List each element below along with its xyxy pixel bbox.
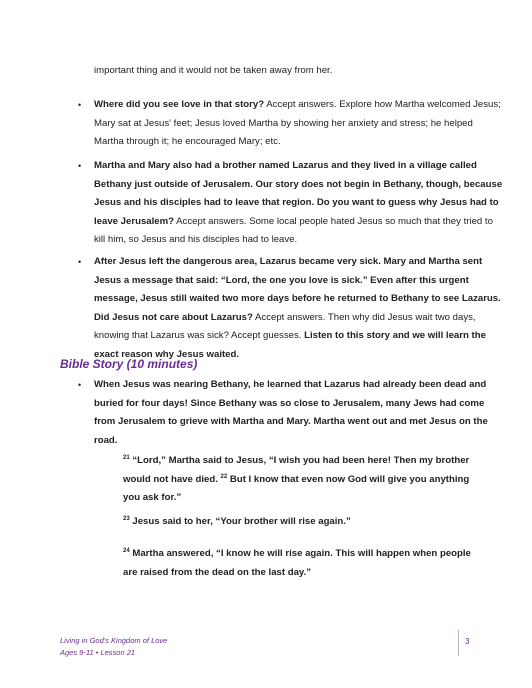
bullet-text: Accept answers. Then why did Jesus wait two days, knowing that Lazarus was sick? xyxy=(94,311,476,341)
verse-text: Jesus said to her, “Your brother will rise again.” xyxy=(129,516,351,527)
verse-number: 21 xyxy=(123,455,130,461)
bullet-bold-text: Listen to this story and we will learn the exact reason why Jesus waited. xyxy=(94,330,486,360)
verse-text: Martha answered, “I know he will rise again. This will happen when people are raised from the dead on the last day.” xyxy=(123,548,471,578)
footer-subtitle: Ages 9-11 • Lesson 21 xyxy=(60,648,136,657)
footer-divider xyxy=(458,630,459,656)
bullet-bold-text: Where did you see love in that story? xyxy=(94,99,265,110)
bullet-text: Accept answers. Some local people hated Jesus so much that they tried to kill him, so Jesus and his disciples had to leave. xyxy=(94,215,493,245)
bullet-marker: • xyxy=(78,161,82,171)
verse-number: 23 xyxy=(123,516,130,522)
page-number: 3 xyxy=(465,637,470,646)
scripture-verse xyxy=(123,513,483,532)
bullet-marker: • xyxy=(78,380,82,390)
section-heading: Bible Story (10 minutes) xyxy=(60,357,198,371)
footer-title: Living in God's Kingdom of Love xyxy=(60,636,168,645)
list-item xyxy=(94,253,504,364)
bullet-marker: • xyxy=(78,257,82,267)
verse-text: “Lord,” Martha said to Jesus, “I wish you had been here! Then my brother would not have died. xyxy=(123,455,470,485)
list-item xyxy=(94,157,504,250)
list-item xyxy=(94,96,504,152)
continuation-text: important thing and it would not be taken away from her. xyxy=(94,65,333,76)
verse-text: But I know that even now God will give you anything you ask for.” xyxy=(123,473,470,503)
scripture-verse xyxy=(123,545,483,582)
bullet-marker: • xyxy=(78,100,82,110)
story-bullet: When Jesus was nearing Bethany, he learned that Lazarus had already been dead and buried for four days! Since Bethany was so close to Jerusalem, many Jews had come from Jerusalem to grieve with Martha and Mary. Martha went out and met Jesus on the road. xyxy=(94,379,488,446)
page-footer xyxy=(60,635,167,659)
verse-number: 22 xyxy=(220,473,228,480)
bullet-bold-text: After Jesus left the dangerous area, Lazarus became very sick. Mary and Martha sent Jesus a message that said: “Lord, the one you love is sick.” Even after this urgent message, Jesus still waited two more days before he returned to Bethany to see Lazarus. Did Jesus not care about Lazarus? xyxy=(94,256,501,323)
bullet-text: Accept guesses. xyxy=(228,330,302,341)
verse-number: 24 xyxy=(123,548,130,554)
bullet-text: Accept answers. Explore how Martha welcomed Jesus; Mary sat at Jesus' feet; Jesus loved Martha by showing her anxiety and stress; he helped Martha through it; he encouraged Mary; etc. xyxy=(94,99,501,147)
bullet-bold-text: Martha and Mary also had a brother named Lazarus and they lived in a village called Bethany just outside of Jerusalem. Our story does not begin in Bethany, though, because Jesus and his disciples had to leave that region. Do you want to guess why Jesus had to leave Jerusalem? xyxy=(94,160,503,227)
scripture-verse xyxy=(123,452,483,508)
